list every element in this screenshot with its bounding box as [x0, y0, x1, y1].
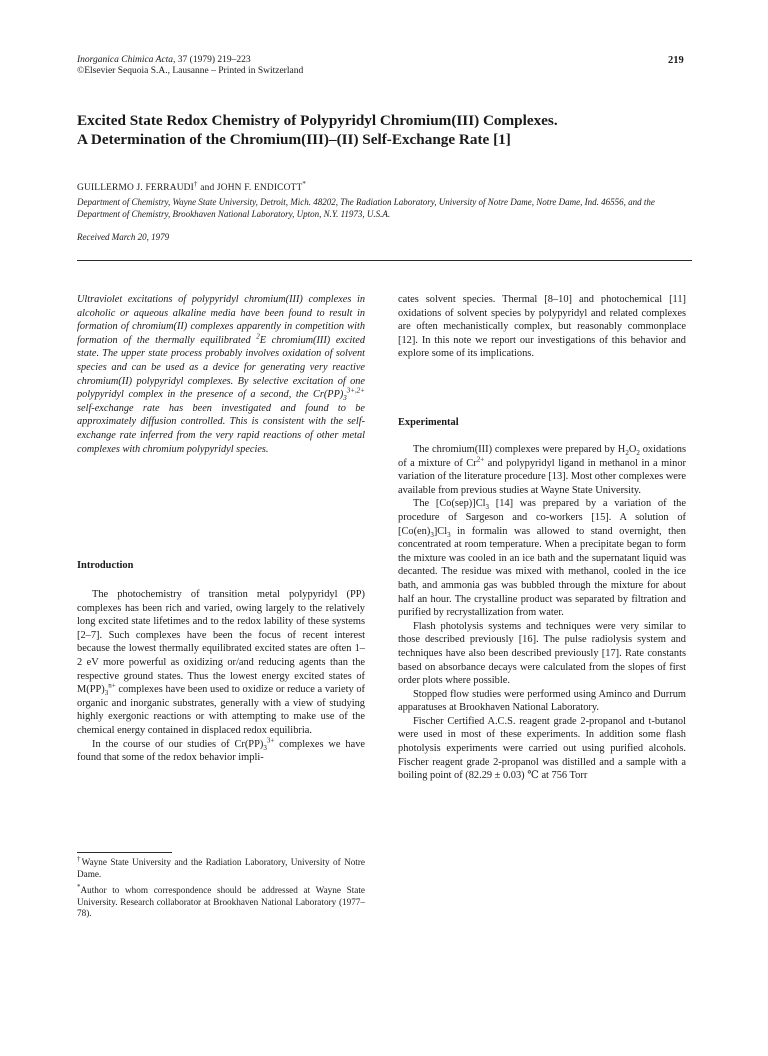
exp-p2-sub2: 3	[430, 530, 434, 539]
exp-paragraph-5: Fischer Certified A.C.S. reagent grade 2-propanol and t-butanol were used in most of these experiments. In addition some flash photolysis experiments were carried out using purified alcohols. Fischer reagent grade 2-propanol was distilled and a sample with a boiling point of (82.29 ± 0.03) ℃ at 756 Torr	[398, 715, 686, 782]
footnote-divider	[77, 852, 172, 853]
abstract-sub-3: 3	[343, 394, 347, 403]
intro-p2-sub: 3	[263, 743, 267, 752]
affiliation: Department of Chemistry, Wayne State University, Detroit, Mich. 48202, The Radiation Laboratory, University of Notre Dame, Notre Dame, Ind. 46556, and the Department of Chemistry, Brookhaven National Laboratory, Upton, N.Y. 11973, U.S.A.	[77, 197, 655, 219]
exp-p2-b: [14] was prepared by a variation of the procedure of Sargeson and co-workers [15]. A solution of [Co(en)	[398, 498, 686, 537]
footnote-2-text: Author to whom correspondence should be addressed at Wayne State University. Research collaborator at Brookhaven National Laboratory (1977–78).	[77, 885, 365, 919]
volume-pages: 37 (1979) 219–223	[175, 55, 251, 65]
abstract-sup-charges: 3+,2+	[346, 386, 365, 395]
intro-p1-sub: 3	[104, 689, 109, 698]
author-2-mark: *	[302, 179, 307, 188]
intro-p2-sup: 3+	[266, 736, 275, 745]
intro-p2-rest: complexes we have found that some of the redox behavior impli-	[77, 738, 365, 764]
article-title	[77, 111, 697, 149]
abstract-sup-2: 2	[256, 332, 260, 341]
footnote-2-mark: *	[77, 882, 81, 891]
introduction-heading: Introduction	[77, 560, 134, 571]
title-line-1: Excited State Redox Chemistry of Polypyridyl Chromium(III) Complexes.	[77, 112, 558, 129]
author-2: and JOHN F. ENDICOTT	[197, 183, 303, 193]
intro-paragraph-1	[77, 588, 365, 738]
journal-name: Inorganica Chimica Acta,	[77, 55, 176, 65]
footnote-1-mark: †	[77, 854, 82, 863]
journal-citation	[77, 55, 303, 66]
header-divider	[77, 260, 692, 261]
title-line-2: A Determination of the Chromium(III)–(II) Self-Exchange Rate [1]	[77, 131, 511, 148]
abstract	[77, 293, 365, 456]
exp-paragraph-4: Stopped flow studies were performed using Aminco and Durrum apparatuses at Brookhaven National Laboratory.	[398, 688, 686, 714]
exp-paragraph-2	[398, 497, 686, 619]
exp-p2-a: The [Co(sep)]Cl	[413, 498, 486, 510]
abstract-text-1: Ultraviolet excitations of polypyridyl chromium(III) complexes in alcoholic or aqueous alkaline media have been found to result in formation of chromium(II) complexes apparently in competition with formation of the thermally equilibrated	[77, 294, 365, 346]
exp-p1-o: O	[628, 444, 637, 455]
intro-paragraph-2	[77, 738, 365, 765]
author-1-mark: †	[193, 179, 198, 188]
footnote-1-text: Wayne State University and the Radiation Laboratory, University of Notre Dame.	[77, 857, 365, 879]
right-column-continued	[398, 293, 686, 361]
exp-paragraph-1	[398, 443, 686, 497]
exp-p2-d: in formalin was allowed to stand overnight, then concentrated at room temperature. When a precipitate began to form the mixture was cooled in an ice bath and the supernatant liquid was decanted. The residue was mixed with methanol, cooled in the ice bath, and ammonia gas was bubbled through the mixture for about half an hour. The crystalline product was separated by filtration and purified by recrystallization from water.	[398, 525, 686, 619]
exp-p2-sub3: 3	[447, 530, 451, 539]
exp-p1-a: The chromium(III) complexes were prepared by H	[413, 444, 626, 455]
received-date: Received March 20, 1979	[77, 232, 170, 242]
experimental-body	[398, 443, 686, 783]
author-1: GUILLERMO J. FERRAUDI	[77, 183, 194, 193]
introduction-body	[77, 588, 365, 765]
exp-p2-c: ]Cl	[433, 525, 448, 537]
page-number: 219	[668, 55, 684, 66]
footnote-2	[77, 882, 365, 920]
abstract-text-2: E chromium(III) excited state. The upper state process probably involves oxidation of solvent species and can be used as a device for generating very reactive chromium(II) polypyridyl complexes. By selective excitation of one polypyridyl complex in the presence of a second, the Cr(PP)	[77, 334, 365, 401]
author-list	[77, 179, 307, 193]
footnote-1	[77, 854, 365, 880]
exp-p1-c: and polypyridyl ligand in methanol in a minor variation of the literature procedure [13]. Most other complexes were available from previous studies at Wayne State University.	[398, 457, 686, 496]
continued-paragraph: cates solvent species. Thermal [8–10] and photochemical [11] oxidations of solvent species by polypyridyl and related complexes are often mechanistically complex, but reasonably commonplace [12]. In this note we report our investigations of this behavior and explore some of its implications.	[398, 294, 686, 360]
intro-p1-sup: n+	[108, 681, 116, 690]
exp-p1-cr-sup: 2+	[476, 455, 485, 464]
exp-p1-h2: 2	[625, 449, 629, 458]
intro-p1-text: The photochemistry of transition metal polypyridyl (PP) complexes has been rich and varied, owing largely to the relatively long excited state lifetimes and to the redox lability of these systems [2–7]. Such complexes have been the focus of recent interest because the lowest thermally equilibrated excited states are often 1–2 eV more powerful as oxidizing or/and reducing agents than the respective ground states. Thus the lowest energy excited states of M(PP)	[77, 589, 365, 696]
exp-p2-sub1: 3	[485, 503, 490, 512]
intro-p2-text: In the course of our studies of Cr(PP)	[92, 738, 264, 750]
running-header	[77, 55, 303, 77]
abstract-text-3: self-exchange rate has been investigated and found to be approximately diffusion controlled. This is consistent with the self-exchange rate inferred from the very rapid reactions of other metal complexes with chromium polypyridyl species.	[77, 402, 365, 455]
exp-p1-b: oxidations of a mixture of Cr	[398, 444, 687, 469]
experimental-heading: Experimental	[398, 417, 459, 428]
intro-p1-rest: complexes have been used to oxidize or reduce a variety of organic and inorganic substrates, generally with a view of studying highly exergonic reactions or with attempting to make use of the chemical energy contained in displaced redox equilibria.	[77, 684, 365, 736]
publisher-line: ©Elsevier Sequoia S.A., Lausanne – Printed in Switzerland	[77, 66, 304, 76]
exp-paragraph-3: Flash photolysis systems and techniques were very similar to those described previously [16]. The pulse radiolysis system and techniques have also been described previously [17]. Rate constants based on absorbance decays were calculated from the slopes of first order plots where possible.	[398, 620, 686, 687]
exp-p1-o2: 2	[636, 449, 640, 458]
